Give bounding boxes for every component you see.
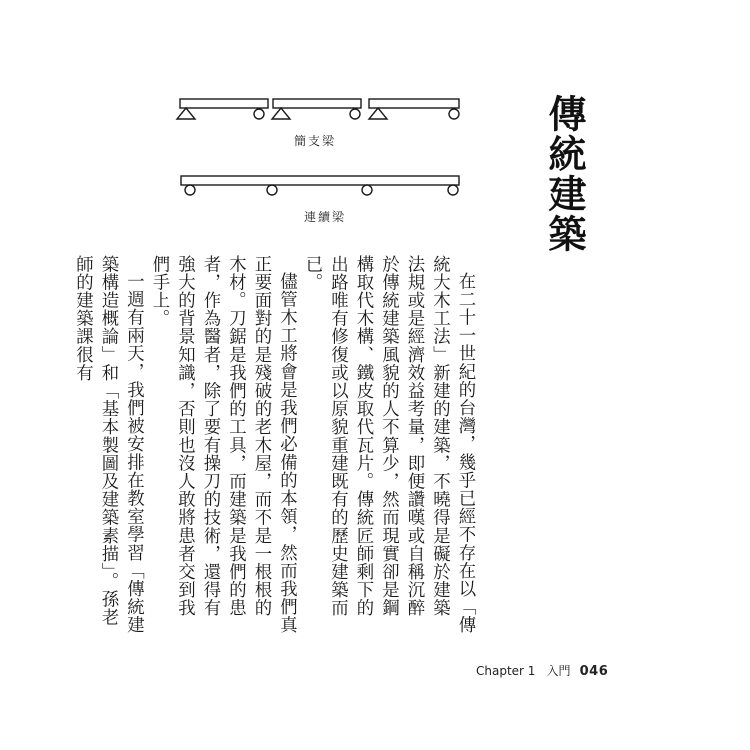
roller-support-1 xyxy=(254,109,264,119)
beam-diagram xyxy=(0,0,750,250)
simple-beam-span-2 xyxy=(273,99,361,108)
pin-support-3 xyxy=(369,108,387,119)
continuous-support-1 xyxy=(185,185,195,195)
continuous-support-3 xyxy=(362,185,372,195)
page-number: 046 xyxy=(579,664,609,679)
roller-support-3 xyxy=(449,109,459,119)
body-text xyxy=(72,255,477,635)
pin-support-1 xyxy=(177,108,195,119)
simple-beam-caption: 簡支梁 xyxy=(294,134,337,148)
continuous-support-2 xyxy=(267,185,277,195)
continuous-support-4 xyxy=(448,185,458,195)
footer-section: 入門 xyxy=(546,664,571,678)
page-title: 傳統建築 xyxy=(542,94,586,254)
pin-support-2 xyxy=(272,108,290,119)
paragraph-2: 儘管木工將會是我們必備的本領，然而我們真正要面對的是殘破的老木屋，而不是一根根的木材。刀鋸是我們的工具，而建築是我們的患者，作為醫者，除了要有操刀的技術，還得有強大的背景知識，否則也沒人敢將患者交到我們手上。 xyxy=(149,255,297,635)
page-footer xyxy=(476,660,608,679)
paragraph-1: 在二十一世紀的台灣，幾乎已經不存在以「傳統大木工法」新建的建築，不曉得是礙於建築法規或是經濟效益考量，即便讚嘆或自稱沉醉於傳統建築風貌的人不算少，然而現實卻是鋼構取代木構、鐵皮取代瓦片。傳統匠師剩下的出路唯有修復或以原貌重建既有的歷史建築而已。 xyxy=(302,255,475,635)
simple-beam-span-1 xyxy=(180,99,268,108)
continuous-beam xyxy=(181,176,459,185)
paragraph-3: 一週有兩天，我們被安排在教室學習「傳統建築構造概論」和「基本製圖及建築素描」。孫老師的建築課很有 xyxy=(72,255,144,635)
continuous-beam-caption: 連續梁 xyxy=(304,210,347,224)
footer-chapter: Chapter 1 xyxy=(476,664,536,678)
roller-support-2 xyxy=(350,109,360,119)
simple-beam-span-3 xyxy=(369,99,459,108)
